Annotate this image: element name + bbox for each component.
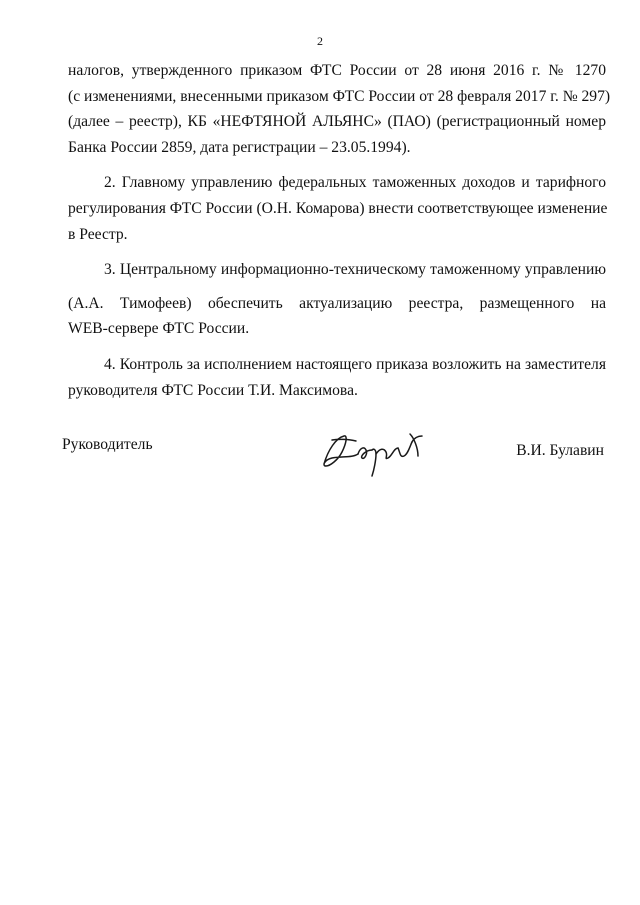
paragraph-3-line-1: 3. Центральному информационно-техническому таможенному управлению [104,261,606,279]
page-number: 2 [317,34,323,48]
signatory-title: Руководитель [62,436,153,453]
paragraph-1-line-2: (с изменениями, внесенными приказом ФТС России от 28 февраля 2017 г. № 297) [68,87,611,105]
handwritten-signature [318,430,430,482]
paragraph-3-line-3: WEB-сервере ФТС России. [68,320,250,338]
paragraph-1-line-3: (далее – реестр), КБ «НЕФТЯНОЙ АЛЬЯНС» (ПАО) (регистрационный номер [68,113,606,131]
document-body [68,58,611,403]
paragraph-1-line-4: Банка России 2859, дата регистрации – 23.05.1994). [68,138,411,156]
paragraph-2-line-3: в Реестр. [68,225,128,243]
signatory-name: В.И. Булавин [516,442,604,459]
paragraph-2-line-2: регулирования ФТС России (О.Н. Комарова) внести соответствующее изменение [68,199,608,217]
signature-block [0,430,640,500]
paragraph-2-line-1: 2. Главному управлению федеральных таможенных доходов и тарифного [104,174,606,192]
paragraph-3-line-2: (А.А. Тимофеев) обеспечить актуализацию реестра, размещенного на [68,294,606,312]
paragraph-1-line-1: налогов, утвержденного приказом ФТС России от 28 июня 2016 г. № 1270 [68,62,606,79]
paragraph-4-line-2: руководителя ФТС России Т.И. Максимова. [68,381,358,399]
paragraph-4-line-1: 4. Контроль за исполнением настоящего приказа возложить на заместителя [104,355,606,373]
